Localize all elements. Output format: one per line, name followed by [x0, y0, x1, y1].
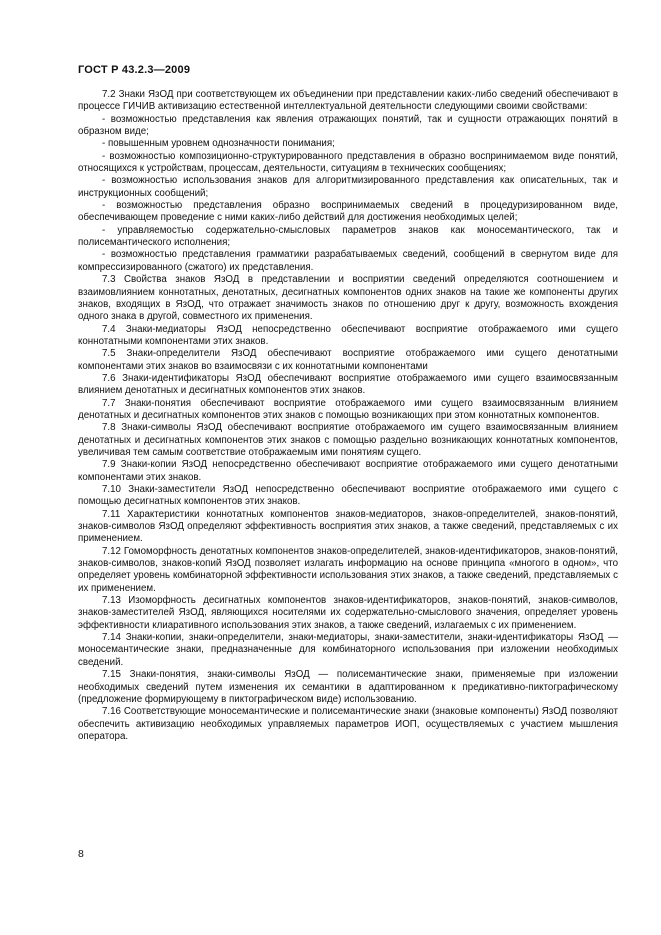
document-header: ГОСТ Р 43.2.3—2009 — [78, 64, 191, 76]
clause-7-15: 7.15 Знаки-понятия, знаки-символы ЯзОД — полисемантические знаки, применяемые при изложении необходимых сведений путем изменения их семантики в адаптированном к предикативно-пиктографическому (предложение формирующему в пиктографическом виде) использованию. — [78, 669, 618, 705]
list-item: - возможностью представления образно воспринимаемых сведений в процедуризированном виде, обеспечивающем проведение с ними каких-либо действий для достижения необходимых целей; — [78, 200, 618, 224]
clause-7-14: 7.14 Знаки-копии, знаки-определители, знаки-медиаторы, знаки-заместители, знаки-идентификаторы ЯзОД — моносемантические знаки, предназначенные для комбинаторного использования при изложении необходимых сведений. — [78, 632, 618, 668]
list-item: - возможностью использования знаков для алгоритмизированного представления как описательных, так и инструкционных сообщений; — [78, 175, 618, 199]
list-item: - возможностью представления как явления отражающих понятий, так и сущности отражающих понятий в образном виде; — [78, 113, 618, 138]
clause-7-11: 7.11 Характеристики коннотатных компонентов знаков-медиаторов, знаков-определителей, знаков-понятий, знаков-символов ЯзОД определяют эффективность восприятия этих знаков, а также сведений, представляемых с их применением. — [78, 508, 618, 545]
clause-7-6: 7.6 Знаки-идентификаторы ЯзОД обеспечивают восприятие отображаемого ими сущего взаимосвязанным влиянием денотатных и десигнатных компонентов этих знаков. — [78, 372, 618, 397]
clause-7-12: 7.12 Гомоморфность денотатных компонентов знаков-определителей, знаков-идентификаторов, знаков-понятий, знаков-символов, знаков-копий ЯзОД позволяет излагать информацию на основе принципа «многого в одном», что определяет уровень комбинаторной эффективности использования этих знаков, а также сведений, представляемых с их применением. — [78, 545, 618, 594]
clause-7-5: 7.5 Знаки-определители ЯзОД обеспечивают восприятие отображаемого ими сущего денотатными компонентами этих знаков во взаимосвязи с их коннотатными компонентами — [78, 348, 618, 372]
list-item: - возможностью композиционно-структурированного представления в образно воспринимаемом виде понятий, относящихся к устройствам, процессам, деятельности, ситуациям в технических сообщениях; — [78, 150, 618, 175]
clause-7-7: 7.7 Знаки-понятия обеспечивают восприятие отображаемого ими сущего взаимосвязанным влиянием денотатных и десигнатных компонентов этих знаков с помощью возникающих при этом коннотатных компонентов. — [78, 397, 618, 421]
document-body — [78, 89, 618, 743]
clause-7-4: 7.4 Знаки-медиаторы ЯзОД непосредственно обеспечивают восприятие отображаемого ими сущего коннотатными компонентами этих знаков. — [78, 323, 618, 347]
clause-7-13: 7.13 Изоморфность десигнатных компонентов знаков-идентификаторов, знаков-понятий, знаков-символов, знаков-заместителей ЯзОД, являющихся носителями их содержательно-смыслового значения, определяет уровень эффективности клиаративного использования этих знаков, а также сведений, излагаемых с их применением. — [78, 595, 618, 631]
list-item: - управляемостью содержательно-смысловых параметров знаков как моносемантического, так и полисемантического исполнения; — [78, 224, 618, 249]
clause-7-2: 7.2 Знаки ЯзОД при соответствующем их объединении при представлении каких-либо сведений обеспечивают в процессе ГИЧИВ активизацию естественной интеллектуальной деятельности следующими своими свойствами: — [78, 89, 618, 113]
clause-7-10: 7.10 Знаки-заместители ЯзОД непосредственно обеспечивают восприятие отображаемого ими сущего с помощью десигнатных компонентов этих знаков. — [78, 484, 618, 508]
clause-7-16: 7.16 Соответствующие моносемантические и полисемантические знаки (знаковые компоненты) ЯзОД позволяют обеспечить активизацию необходимых управляемых параметров ИОП, осуществляемых с участием мышления оператора. — [78, 706, 618, 742]
list-item: - повышенным уровнем однозначности понимания; — [102, 138, 335, 150]
clause-7-8: 7.8 Знаки-символы ЯзОД обеспечивают восприятие отображаемого им сущего взаимосвязанным влиянием денотатных и десигнатных компонентов этих знаков с помощью раздельно возникающих коннотатных компонентов, увеличивая тем самым соответствие отображаемым ими понятиям сущего. — [78, 422, 618, 458]
page-number: 8 — [78, 848, 84, 860]
list-item: - возможностью представления грамматики разрабатываемых сведений, сообщений в свернутом виде для компрессизированного (сжатого) их представления. — [78, 249, 618, 273]
clause-7-3: 7.3 Свойства знаков ЯзОД в представлении и восприятии сведений определяются соотношением и взаимовлиянием коннотатных, денотатных, десигнатных компонентов одних знаков на такие же компоненты других знаков, входящих в ЯзОД, что отражает значимость знаков по отношению друг к другу, возможность вхождения одного знака в другой, совместного их применения. — [78, 274, 618, 323]
clause-7-9: 7.9 Знаки-копии ЯзОД непосредственно обеспечивают восприятие отображаемого ими сущего денотатными компонентами этих знаков. — [78, 459, 618, 483]
